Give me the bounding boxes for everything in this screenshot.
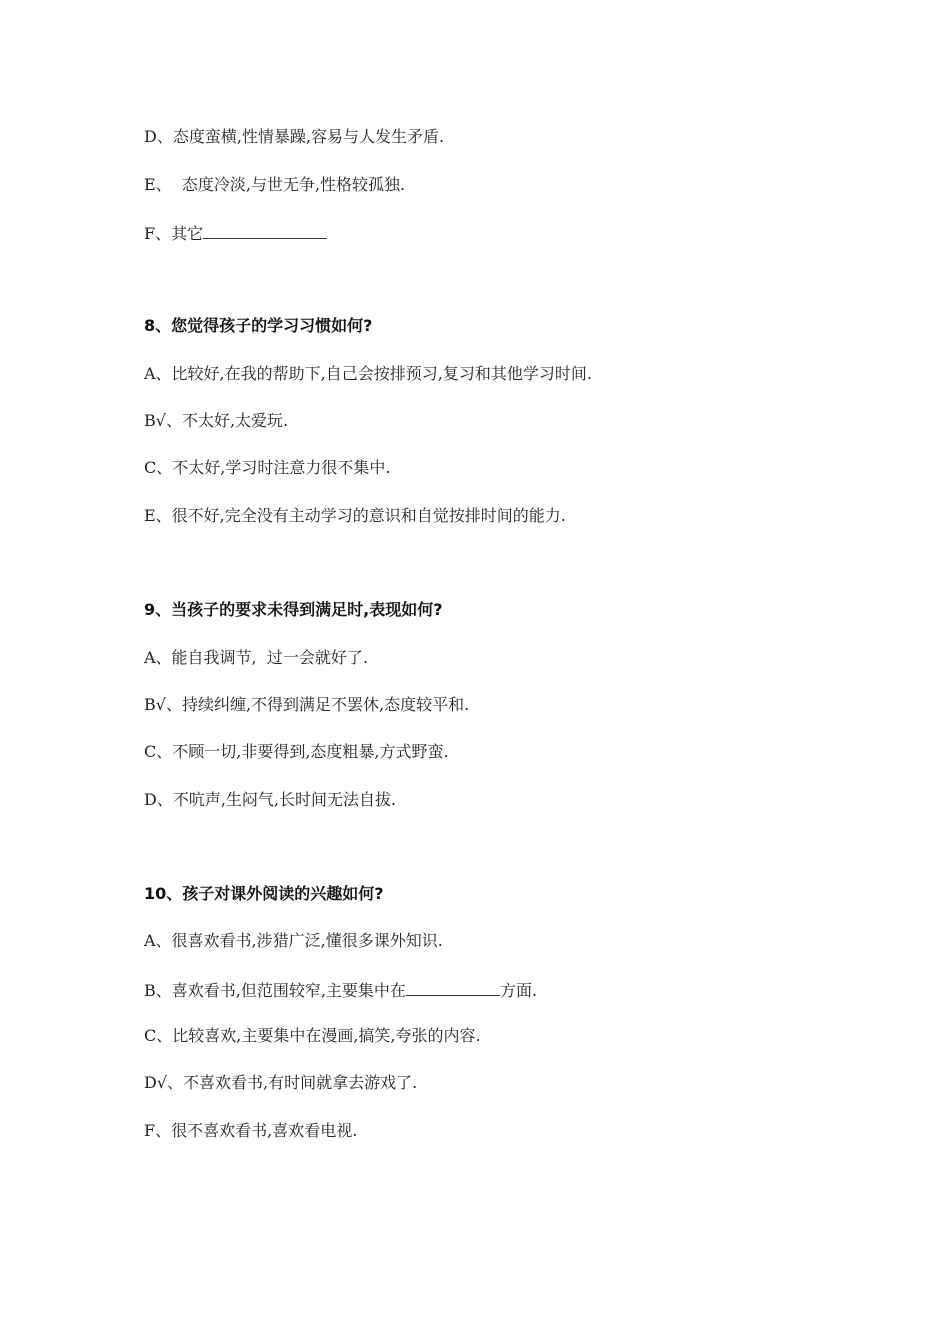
q7-option-f <box>144 222 327 244</box>
q8-option-e: E、很不好,完全没有主动学习的意识和自觉按排时间的能力. <box>144 506 566 525</box>
q9-question: 9、当孩子的要求未得到满足时,表现如何? <box>144 600 443 619</box>
q8-option-c: C、不太好,学习时注意力很不集中. <box>144 458 391 477</box>
q10-question: 10、孩子对课外阅读的兴趣如何? <box>144 884 384 903</box>
q8-question: 8、您觉得孩子的学习习惯如何? <box>144 316 373 335</box>
q9-option-d: D、不吭声,生闷气,长时间无法自拔. <box>144 790 397 809</box>
q9-option-c: C、不顾一切,非要得到,态度粗暴,方式野蛮. <box>144 742 449 761</box>
q9-option-a: A、能自我调节, 过一会就好了. <box>144 648 368 667</box>
q7-option-e: E、 态度冷淡,与世无争,性格较孤独. <box>144 175 406 194</box>
q8-option-b: B√、不太好,太爱玩. <box>144 411 289 430</box>
q10-option-b-blank <box>406 979 500 996</box>
q10-option-b <box>144 979 537 1001</box>
q9-option-b: B√、持续纠缠,不得到满足不罢休,态度较平和. <box>144 695 470 714</box>
q10-option-d: D√、不喜欢看书,有时间就拿去游戏了. <box>144 1073 418 1092</box>
q10-option-b-suffix: 方面. <box>499 981 538 1000</box>
q7-option-f-blank <box>203 222 327 239</box>
q10-option-b-prefix: B、喜欢看书,但范围较窄,主要集中在 <box>144 981 406 1000</box>
q7-option-d: D、态度蛮横,性情暴躁,容易与人发生矛盾. <box>144 127 445 146</box>
q8-option-a: A、比较好,在我的帮助下,自己会按排预习,复习和其他学习时间. <box>144 364 592 383</box>
q7-option-f-label: F、其它 <box>144 224 204 243</box>
q10-option-a: A、很喜欢看书,涉猎广泛,懂很多课外知识. <box>144 931 443 950</box>
q10-option-f: F、很不喜欢看书,喜欢看电视. <box>144 1121 358 1140</box>
q10-option-c: C、比较喜欢,主要集中在漫画,搞笑,夸张的内容. <box>144 1026 481 1045</box>
